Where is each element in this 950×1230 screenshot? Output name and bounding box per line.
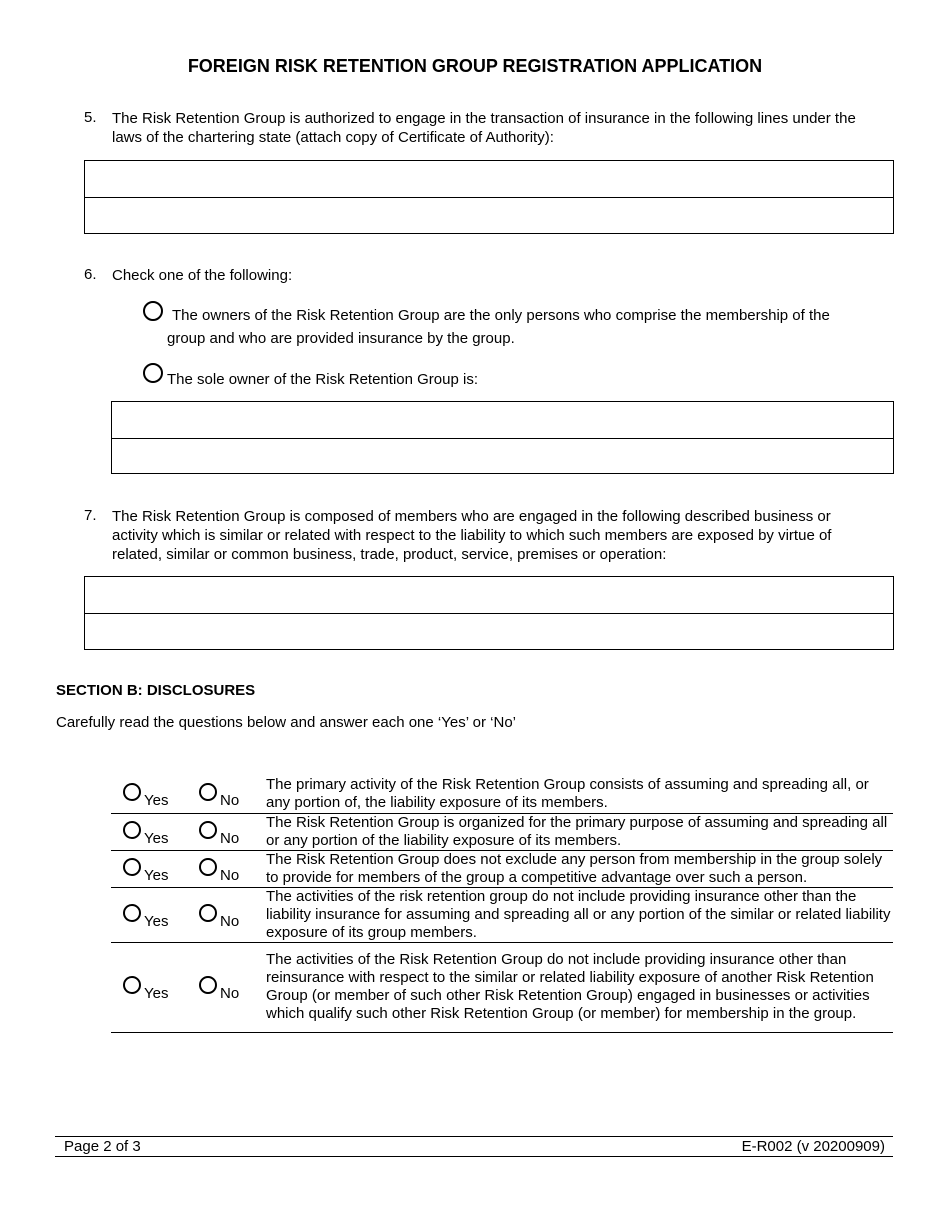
yes-label: Yes [144, 829, 169, 847]
disclosure-row [111, 850, 893, 887]
no-label: No [220, 791, 240, 809]
disclosure-row [111, 942, 893, 1032]
yes-label: Yes [144, 866, 169, 884]
question-7-answer-line-2[interactable] [85, 613, 893, 649]
disclosure-row [111, 775, 893, 813]
page-footer [55, 1136, 893, 1157]
q4-no-radio[interactable] [199, 904, 217, 922]
no-label: No [220, 866, 240, 884]
question-7-answer-line-1[interactable] [85, 577, 893, 613]
question-7-number: 7. [84, 507, 97, 524]
disclosure-question-2: The Risk Retention Group is organized for the primary purpose of assuming and spreading all or any portion of the liability exposure of its members. [266, 813, 888, 849]
question-5-answer-line-1[interactable] [85, 161, 893, 197]
question-5-number: 5. [84, 109, 97, 126]
section-b-instruction: Carefully read the questions below and answer each one ‘Yes’ or ‘No’ [56, 714, 516, 731]
form-id: E-R002 (v 20200909) [741, 1138, 885, 1155]
owners-only-label-line-1: The owners of the Risk Retention Group are the only persons who comprise the membership of the [172, 307, 830, 324]
q2-no-radio[interactable] [199, 821, 217, 839]
owners-only-radio[interactable] [143, 301, 163, 321]
section-b-heading: SECTION B: DISCLOSURES [56, 682, 256, 699]
owners-only-label-line-2: group and who are provided insurance by the group. [167, 330, 515, 347]
disclosure-table [111, 775, 893, 1033]
question-5-text: The Risk Retention Group is authorized to engage in the transaction of insurance in the following lines under the laws of the chartering state (attach copy of Certificate of Authority): [112, 110, 856, 146]
sole-owner-answer-line-2[interactable] [112, 438, 893, 474]
q3-no-radio[interactable] [199, 858, 217, 876]
sole-owner-answer-line-1[interactable] [112, 402, 893, 438]
question-7-answer-box [84, 576, 894, 650]
q4-yes-radio[interactable] [123, 904, 141, 922]
q2-yes-radio[interactable] [123, 821, 141, 839]
disclosure-row [111, 887, 893, 942]
q3-yes-radio[interactable] [123, 858, 141, 876]
q5-no-radio[interactable] [199, 976, 217, 994]
q1-no-radio[interactable] [199, 783, 217, 801]
sole-owner-label: The sole owner of the Risk Retention Group is: [167, 371, 478, 388]
no-label: No [220, 829, 240, 847]
page-number: Page 2 of 3 [64, 1138, 141, 1155]
no-label: No [220, 912, 240, 930]
disclosure-question-1: The primary activity of the Risk Retention Group consists of assuming and spreading all, or any portion of, the liability exposure of its members. [266, 775, 869, 811]
disclosure-question-4: The activities of the risk retention group do not include providing insurance other than the liability insurance for assuming and spreading all or any portion of the similar or related liability exposure of its group members. [266, 887, 891, 941]
question-6-number: 6. [84, 266, 97, 283]
q5-yes-radio[interactable] [123, 976, 141, 994]
question-5-answer-line-2[interactable] [85, 197, 893, 233]
sole-owner-radio[interactable] [143, 363, 163, 383]
no-label: No [220, 985, 240, 1002]
disclosure-question-5: The activities of the Risk Retention Group do not include providing insurance other than reinsurance with respect to the similar or related liability exposure of another Risk Retention Group (or member of such other Risk Retention Group) engaged in businesses or activities which qualify such other Risk Retention Group (or member) for membership in the group. [266, 951, 874, 1022]
question-7-text: The Risk Retention Group is composed of members who are engaged in the following described business or activity which is similar or related with respect to the liability to which such members are exposed by virtue of related, similar or common business, trade, product, service, premises or operation: [112, 508, 832, 563]
disclosure-question-3: The Risk Retention Group does not exclude any person from membership in the group solely to provide for members of the group a competitive advantage over such a person. [266, 850, 883, 886]
form-title: FOREIGN RISK RETENTION GROUP REGISTRATION APPLICATION [187, 56, 763, 76]
question-5-answer-box [84, 160, 894, 234]
yes-label: Yes [144, 791, 169, 809]
disclosure-row [111, 813, 893, 850]
q1-yes-radio[interactable] [123, 783, 141, 801]
sole-owner-answer-box [111, 401, 894, 474]
question-6-text: Check one of the following: [112, 267, 293, 284]
yes-label: Yes [144, 912, 169, 930]
yes-label: Yes [144, 985, 169, 1002]
